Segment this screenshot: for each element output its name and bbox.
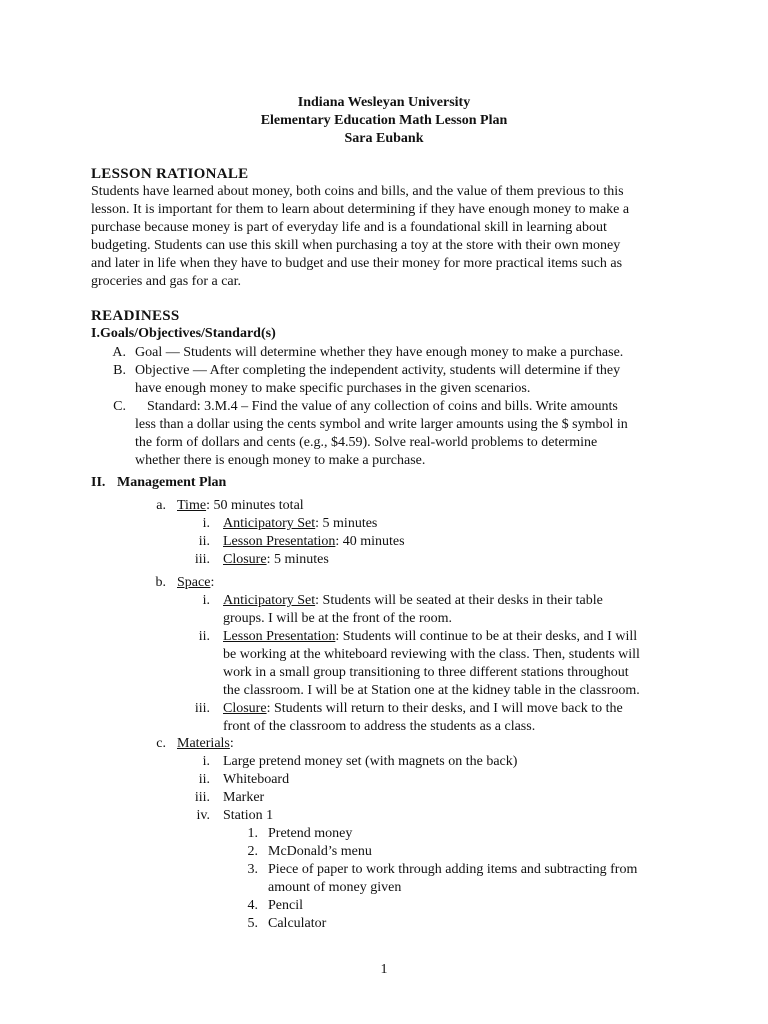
document-title: Elementary Education Math Lesson Plan (260, 113, 508, 128)
space-subitem (223, 628, 637, 646)
list-marker: i. (202, 516, 210, 531)
materials-item (177, 735, 234, 753)
space-colon: : (210, 575, 215, 590)
space-subitem-text: : Students will continue to be at their desks, and I will (335, 629, 638, 644)
time-item (177, 497, 304, 515)
time-subitem-label: Anticipatory Set (223, 516, 316, 531)
university-name: Indiana Wesleyan University (297, 95, 471, 110)
time-subitem (223, 515, 377, 533)
list-marker: b. (155, 575, 166, 590)
time-value: : 50 minutes total (206, 498, 304, 513)
list-marker: i. (202, 593, 210, 608)
standard-text: the form of dollars and cents (e.g., $4.59). Solve real-world problems to determine (135, 435, 598, 450)
space-subitem-text: work in a small group transitioning to three different stations throughout (223, 665, 629, 680)
list-marker: c. (156, 736, 166, 751)
objective-text: Objective — After completing the independent activity, students will determine if they (135, 363, 621, 378)
list-marker: A. (112, 345, 126, 360)
space-subitem-text: front of the classroom to address the students as a class. (223, 719, 536, 734)
rationale-heading: LESSON RATIONALE (91, 166, 249, 182)
space-subitem-text: : Students will be seated at their desks in their table (315, 593, 603, 608)
time-subitem-value: : 5 minutes (315, 516, 378, 531)
station-item: amount of money given (268, 880, 402, 895)
list-marker: i. (202, 754, 210, 769)
station-item: Piece of paper to work through adding items and subtracting from (268, 862, 638, 877)
space-subitem (223, 700, 623, 718)
rationale-line: lesson. It is important for them to learn about determining if they have enough money to make a (91, 202, 630, 217)
readiness-heading: READINESS (91, 308, 180, 324)
list-marker: 1. (247, 826, 258, 841)
rationale-line: and later in life when they have to budget and use their money for more practical items such as (91, 256, 623, 271)
space-subitem-text: the classroom. I will be at Station one at the kidney table in the classroom. (223, 683, 640, 698)
materials-subitem: Marker (223, 790, 265, 805)
standard-text: less than a dollar using the cents symbol and write larger amounts using the $ symbol in (135, 417, 628, 432)
list-marker: iii. (194, 552, 210, 567)
station-item: Calculator (268, 916, 327, 931)
list-marker: C. (113, 399, 126, 414)
rationale-line: groceries and gas for a car. (91, 274, 242, 289)
list-marker: a. (156, 498, 166, 513)
materials-label: Materials (177, 736, 230, 751)
list-marker: iii. (194, 701, 210, 716)
space-subitem (223, 592, 603, 610)
time-subitem-label: Closure (223, 552, 267, 567)
space-subitem-text: : Students will return to their desks, and I will move back to the (266, 701, 623, 716)
materials-colon: : (229, 736, 234, 751)
section-number: II. (91, 475, 106, 490)
rationale-line: purchase because money is part of everyday life and is a foundational skill in learning about (91, 220, 607, 235)
list-marker: 3. (247, 862, 258, 877)
time-subitem (223, 533, 405, 551)
time-subitem-value: : 5 minutes (266, 552, 329, 567)
list-marker: 5. (247, 916, 258, 931)
goals-heading: I.Goals/Objectives/Standard(s) (91, 326, 276, 341)
objective-text: have enough money to make specific purchases in the given scenarios. (135, 381, 531, 396)
time-subitem-label: Lesson Presentation (223, 534, 336, 549)
author-name: Sara Eubank (344, 131, 424, 146)
station-item: Pencil (268, 898, 303, 913)
materials-subitem: Whiteboard (223, 772, 290, 787)
list-marker: iv. (196, 808, 210, 823)
materials-subitem: Large pretend money set (with magnets on the back) (223, 754, 518, 769)
goal-text: Goal — Students will determine whether they have enough money to make a purchase. (135, 345, 624, 360)
space-subitem-label: Closure (223, 701, 267, 716)
station-item: Pretend money (268, 826, 353, 841)
standard-text: whether there is enough money to make a purchase. (135, 453, 426, 468)
list-marker: 2. (247, 844, 258, 859)
rationale-line: budgeting. Students can use this skill when purchasing a toy at the store with their own money (91, 238, 621, 253)
space-label: Space (177, 575, 211, 590)
list-marker: iii. (194, 790, 210, 805)
space-subitem-label: Anticipatory Set (223, 593, 316, 608)
space-subitem-label: Lesson Presentation (223, 629, 336, 644)
time-subitem-value: : 40 minutes (335, 534, 405, 549)
standard-text: Standard: 3.M.4 – Find the value of any collection of coins and bills. Write amounts (147, 399, 618, 414)
rationale-line: Students have learned about money, both coins and bills, and the value of them previous to this (91, 184, 624, 199)
list-marker: ii. (198, 534, 210, 549)
list-marker: ii. (198, 629, 210, 644)
space-subitem-text: be working at the whiteboard reviewing with the class. Then, students will (223, 647, 640, 662)
materials-subitem: Station 1 (223, 808, 274, 823)
time-subitem (223, 551, 329, 569)
station-item: McDonald’s menu (268, 844, 372, 859)
list-marker: ii. (198, 772, 210, 787)
management-heading: Management Plan (117, 475, 227, 490)
time-label: Time (177, 498, 207, 513)
list-marker: 4. (247, 898, 258, 913)
space-subitem-text: groups. I will be at the front of the room. (223, 611, 453, 626)
space-item (177, 574, 214, 592)
list-marker: B. (113, 363, 126, 378)
page-number: 1 (380, 962, 388, 977)
